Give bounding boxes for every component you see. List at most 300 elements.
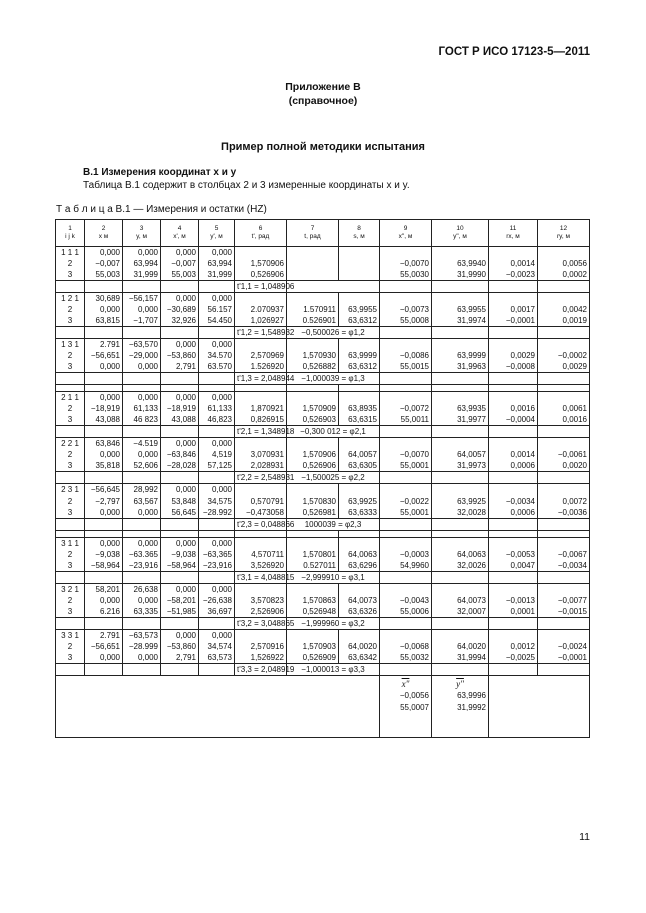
column-header — [432, 220, 489, 247]
table-cell: 3 3 1 — [56, 629, 85, 641]
table-cell: −0,0002 — [538, 350, 590, 361]
table-cell — [161, 472, 199, 484]
table-cell — [235, 247, 287, 259]
table-cell: −58,201 — [161, 595, 199, 606]
table-cell: 63,9955 — [339, 304, 380, 315]
table-cell: −0,0034 — [538, 560, 590, 572]
table-row — [56, 350, 590, 361]
table-cell: −28.999 — [123, 641, 161, 652]
table-cell — [380, 583, 432, 595]
table-cell: 54.450 — [199, 315, 235, 327]
table-cell: 0,000 — [85, 361, 123, 373]
table-cell — [489, 484, 538, 496]
table-cell: 1 3 1 — [56, 339, 85, 351]
column-number: 3 — [139, 225, 144, 232]
table-cell: 0,0061 — [538, 403, 590, 414]
table-cell: 63,6312 — [339, 315, 380, 327]
table-cell — [123, 617, 161, 629]
column-label: rx, м — [506, 233, 520, 240]
table-cell: 3 — [56, 269, 85, 281]
column-number: 6 — [258, 225, 263, 232]
table-cell: 64,0073 — [339, 595, 380, 606]
table-cell — [161, 385, 199, 392]
table-cell: 0,526909 — [287, 652, 339, 664]
table-cell — [85, 663, 123, 675]
table-row — [56, 247, 590, 259]
table-cell — [432, 293, 489, 305]
table-cell — [538, 392, 590, 404]
table-cell: 0,000 — [199, 392, 235, 404]
table-cell: t'1,3 = 2,048944 — [235, 373, 287, 385]
table-cell — [432, 583, 489, 595]
table-cell — [56, 281, 85, 293]
table-cell: 63,8935 — [339, 403, 380, 414]
table-cell: 53,848 — [161, 495, 199, 506]
table-cell — [161, 571, 199, 583]
table-cell: 2 — [56, 403, 85, 414]
table-cell — [489, 247, 538, 259]
table-cell: 34.570 — [199, 350, 235, 361]
table-cell — [199, 663, 235, 675]
table-cell: 56.157 — [199, 304, 235, 315]
table-cell: 0,0001 — [489, 606, 538, 618]
table-cell: 26,638 — [123, 583, 161, 595]
table-cell: −51,985 — [161, 606, 199, 618]
table-row — [56, 606, 590, 618]
table-cell — [287, 339, 339, 351]
table-cell: 3,570823 — [235, 595, 287, 606]
table-cell — [339, 484, 380, 496]
table-cell: −0,0022 — [380, 495, 432, 506]
table-cell — [123, 530, 161, 537]
table-cell — [538, 617, 590, 629]
column-label: x м — [98, 233, 109, 240]
column-label: t, рад — [304, 233, 321, 240]
table-cell: 2 — [56, 449, 85, 460]
table-cell — [161, 663, 199, 675]
table-cell: 63,6315 — [339, 414, 380, 426]
table-cell: 64,0057 — [339, 449, 380, 460]
table-cell: 0,000 — [199, 537, 235, 549]
table-row — [56, 583, 590, 595]
table-cell: 0,0029 — [489, 350, 538, 361]
table-cell — [287, 269, 339, 281]
table-cell: 0,0012 — [489, 641, 538, 652]
table-cell: 3,070931 — [235, 449, 287, 460]
table-cell: 64,0057 — [432, 449, 489, 460]
table-cell — [339, 258, 380, 269]
table-cell: 2,791 — [161, 652, 199, 664]
table-cell: −0,500026 = φ1,2 — [287, 327, 380, 339]
table-cell — [339, 392, 380, 404]
mean-symbol: x" — [401, 678, 410, 689]
column-label: y, м — [136, 233, 147, 240]
table-cell: −63,570 — [123, 339, 161, 351]
table-header — [56, 220, 590, 247]
table-cell: 4,519 — [199, 449, 235, 460]
table-cell: 1,570830 — [287, 495, 339, 506]
table-cell — [432, 247, 489, 259]
table-cell: 43,088 — [85, 414, 123, 426]
table-cell: 0,000 — [199, 339, 235, 351]
table-cell — [56, 530, 85, 537]
table-cell: 31,9994 — [432, 652, 489, 664]
table-cell: t'2,1 = 1,348918 — [235, 426, 287, 438]
table-cell: 63,573 — [199, 652, 235, 664]
table-cell: 0,000 — [85, 247, 123, 259]
table-cell: 55,0032 — [380, 652, 432, 664]
table-cell — [489, 571, 538, 583]
table-cell: 1,570801 — [287, 549, 339, 560]
table-cell: 64,0063 — [339, 549, 380, 560]
table-cell: −0,0068 — [380, 641, 432, 652]
mean-value: 63,9996 — [457, 690, 486, 700]
table-cell: −0,0067 — [538, 549, 590, 560]
column-number: 7 — [310, 225, 315, 232]
table-cell — [489, 583, 538, 595]
table-cell: 63,994 — [199, 258, 235, 269]
table-cell: 63,6326 — [339, 606, 380, 618]
table-cell: 0,526906 — [235, 269, 287, 281]
table-cell — [56, 675, 380, 737]
table-row — [56, 392, 590, 404]
table-cell — [380, 293, 432, 305]
table-cell — [56, 426, 85, 438]
table-cell: 0,000 — [161, 537, 199, 549]
table-cell: 0,000 — [123, 361, 161, 373]
table-cell: −1,000013 = φ3,3 — [287, 663, 380, 675]
table-cell: 31,999 — [123, 269, 161, 281]
table-cell: 2 — [56, 549, 85, 560]
table-cell: 32,926 — [161, 315, 199, 327]
table-cell: 2 2 1 — [56, 438, 85, 450]
table-cell — [123, 518, 161, 530]
table-cell — [380, 247, 432, 259]
table-cell — [489, 392, 538, 404]
table-cell: 2,791 — [161, 361, 199, 373]
table-cell — [432, 472, 489, 484]
table-cell — [287, 583, 339, 595]
table-cell — [56, 518, 85, 530]
table-cell: −18,919 — [161, 403, 199, 414]
table-cell: −0,0025 — [489, 652, 538, 664]
table-cell — [489, 537, 538, 549]
table-cell: −30,689 — [161, 304, 199, 315]
table-cell — [380, 530, 432, 537]
table-cell — [235, 293, 287, 305]
table-cell — [287, 293, 339, 305]
table-cell — [235, 385, 287, 392]
table-cell: 0,0029 — [538, 361, 590, 373]
table-cell — [85, 617, 123, 629]
table-cell: 32,0028 — [432, 507, 489, 519]
table-cell: −2,999910 = φ3,1 — [287, 571, 380, 583]
table-cell — [432, 426, 489, 438]
table-cell: 64,0020 — [339, 641, 380, 652]
column-label: y', м — [210, 233, 223, 240]
table-cell: 0,526948 — [287, 606, 339, 618]
table-cell: −0,007 — [85, 258, 123, 269]
table-cell: −63,365 — [199, 549, 235, 560]
table-cell: 0,000 — [161, 438, 199, 450]
table-cell: 0.527011 — [287, 560, 339, 572]
table-cell — [235, 629, 287, 641]
table-cell: 0,0006 — [489, 460, 538, 472]
table-cell: −0,0053 — [489, 549, 538, 560]
table-cell: 55,0001 — [380, 507, 432, 519]
table-cell: 0,0006 — [489, 507, 538, 519]
table-cell: 1,870921 — [235, 403, 287, 414]
column-header — [85, 220, 123, 247]
table-cell — [199, 426, 235, 438]
table-cell: −63.365 — [123, 549, 161, 560]
column-number: 12 — [559, 225, 568, 232]
table-cell — [538, 373, 590, 385]
table-cell: 31,9963 — [432, 361, 489, 373]
table-cell — [123, 663, 161, 675]
table-cell: −56,157 — [123, 293, 161, 305]
table-cell: 3 1 1 — [56, 537, 85, 549]
table-cell — [85, 385, 123, 392]
table-cell: 63,6333 — [339, 507, 380, 519]
table-cell — [432, 327, 489, 339]
table-cell — [287, 392, 339, 404]
table-row — [56, 361, 590, 373]
table-cell — [85, 373, 123, 385]
table-cell: 52,606 — [123, 460, 161, 472]
table-cell: 0,0019 — [538, 315, 590, 327]
summary-row — [56, 426, 590, 438]
table-cell — [161, 426, 199, 438]
table-cell: 1,570903 — [287, 641, 339, 652]
table-cell — [489, 281, 538, 293]
table-cell — [339, 247, 380, 259]
table-cell: 2.791 — [85, 629, 123, 641]
table-cell: 0,000 — [123, 304, 161, 315]
table-cell — [538, 571, 590, 583]
table-cell: −0,0023 — [489, 269, 538, 281]
table-cell — [489, 675, 590, 737]
table-cell — [199, 327, 235, 339]
subsection-text: Таблица В.1 содержит в столбцах 2 и 3 измеренные координаты x и y. — [83, 180, 410, 191]
table-cell — [339, 583, 380, 595]
mean-value: 31,9992 — [457, 702, 486, 712]
column-label: i j k — [65, 233, 75, 240]
table-cell — [432, 617, 489, 629]
table-cell: t'1,2 = 1,548932 — [235, 327, 287, 339]
table-cell: 63,6312 — [339, 361, 380, 373]
table-cell: −0,0086 — [380, 350, 432, 361]
column-number: 2 — [101, 225, 106, 232]
table-cell — [85, 518, 123, 530]
table-cell: 55,0015 — [380, 361, 432, 373]
table-cell: −0,300 012 = φ2,1 — [287, 426, 380, 438]
table-cell: 0,526981 — [287, 507, 339, 519]
table-cell — [538, 530, 590, 537]
table-cell — [380, 339, 432, 351]
column-header — [380, 220, 432, 247]
table-cell — [85, 472, 123, 484]
table-cell: 3 — [56, 414, 85, 426]
table-cell: 0,000 — [123, 449, 161, 460]
table-row — [56, 629, 590, 641]
table-row — [56, 315, 590, 327]
table-row — [56, 414, 590, 426]
table-cell — [339, 293, 380, 305]
table-cell: 2 — [56, 258, 85, 269]
table-cell — [489, 629, 538, 641]
table-row — [56, 652, 590, 664]
table-cell: 0,000 — [161, 247, 199, 259]
table-cell: 64,0020 — [432, 641, 489, 652]
table-cell: −58,964 — [85, 560, 123, 572]
table-cell — [123, 571, 161, 583]
table-cell — [538, 281, 590, 293]
table-cell — [161, 373, 199, 385]
column-label: y", м — [453, 233, 467, 240]
table-cell: 28,992 — [123, 484, 161, 496]
table-row — [56, 460, 590, 472]
table-cell — [339, 438, 380, 450]
table-cell: t'1,1 = 1,048906 — [235, 281, 287, 293]
table-cell — [339, 385, 380, 392]
table-cell — [235, 537, 287, 549]
table-cell — [380, 373, 432, 385]
table-cell — [287, 258, 339, 269]
table-cell — [432, 571, 489, 583]
table-cell: −0,0013 — [489, 595, 538, 606]
table-cell: 55,0030 — [380, 269, 432, 281]
table-cell — [380, 571, 432, 583]
table-cell — [538, 247, 590, 259]
summary-row — [56, 617, 590, 629]
table-cell: 1,570930 — [287, 350, 339, 361]
table-cell: 0,0016 — [489, 403, 538, 414]
table-cell: 34,575 — [199, 495, 235, 506]
table-cell: 3 2 1 — [56, 583, 85, 595]
table-cell: 2,526906 — [235, 606, 287, 618]
table-cell — [56, 571, 85, 583]
table-cell: 0,000 — [161, 339, 199, 351]
summary-row — [56, 373, 590, 385]
table-cell — [56, 663, 85, 675]
column-label: s, м — [353, 233, 365, 240]
table-cell — [380, 484, 432, 496]
table-cell: 2 — [56, 304, 85, 315]
table-cell — [380, 385, 432, 392]
table-cell: 63,9935 — [432, 403, 489, 414]
table-cell: −23,916 — [123, 560, 161, 572]
table-cell — [432, 537, 489, 549]
table-cell — [489, 663, 538, 675]
table-cell: 46 823 — [123, 414, 161, 426]
table-cell — [123, 281, 161, 293]
table-cell — [287, 385, 339, 392]
table-cell — [380, 617, 432, 629]
table-cell: 0,000 — [161, 293, 199, 305]
table-cell: 61,133 — [199, 403, 235, 414]
column-header — [287, 220, 339, 247]
table-cell: −0,0077 — [538, 595, 590, 606]
table-cell — [489, 472, 538, 484]
table-cell: −0,0043 — [380, 595, 432, 606]
table-row — [56, 641, 590, 652]
table-cell — [339, 269, 380, 281]
table-cell: 55,003 — [85, 269, 123, 281]
table-cell: t'3,2 = 3,048865 — [235, 617, 287, 629]
table-cell: 1000039 = φ2,3 — [287, 518, 380, 530]
table-cell — [538, 518, 590, 530]
table-cell — [489, 293, 538, 305]
table-row — [56, 507, 590, 519]
table-cell: 55,003 — [161, 269, 199, 281]
document-code: ГОСТ Р ИСО 17123-5—2011 — [438, 46, 590, 58]
table-cell: −1,000039 = φ1,3 — [287, 373, 380, 385]
table-cell: 55,0006 — [380, 606, 432, 618]
table-cell — [199, 472, 235, 484]
table-row — [56, 403, 590, 414]
column-number: 5 — [214, 225, 219, 232]
table-cell — [538, 663, 590, 675]
table-cell: 2 3 1 — [56, 484, 85, 496]
table-cell: −0,0003 — [380, 549, 432, 560]
table-row — [56, 339, 590, 351]
table-cell: −0,0004 — [489, 414, 538, 426]
table-cell: 63,6305 — [339, 460, 380, 472]
table-cell: 2.791 — [85, 339, 123, 351]
table-cell: 0,0002 — [538, 269, 590, 281]
mean-row — [56, 675, 590, 737]
table-cell — [339, 530, 380, 537]
table-caption: Т а б л и ц а В.1 — Измерения и остатки (HZ) — [56, 204, 267, 215]
table-cell: −53,860 — [161, 641, 199, 652]
table-cell: 2 — [56, 350, 85, 361]
table-cell: 63,9925 — [432, 495, 489, 506]
table-cell: 0,570791 — [235, 495, 287, 506]
table-cell — [538, 339, 590, 351]
table-cell — [56, 472, 85, 484]
table-cell: 1,570863 — [287, 595, 339, 606]
table-cell: 0,000 — [199, 484, 235, 496]
column-header — [199, 220, 235, 247]
table-cell: 1.526920 — [235, 361, 287, 373]
table-cell: 1,570909 — [287, 403, 339, 414]
table-cell — [161, 530, 199, 537]
table-cell: −23,916 — [199, 560, 235, 572]
table-cell — [538, 484, 590, 496]
table-cell — [380, 426, 432, 438]
mean-value: −0,0056 — [399, 690, 429, 700]
table-cell: 0,000 — [161, 629, 199, 641]
column-header — [489, 220, 538, 247]
column-header — [161, 220, 199, 247]
table-cell: 0,526906 — [287, 460, 339, 472]
table-cell — [538, 293, 590, 305]
table-cell: −0,0001 — [538, 652, 590, 664]
table-cell: −56,651 — [85, 350, 123, 361]
table-cell: 31,9977 — [432, 414, 489, 426]
table-cell: 35,818 — [85, 460, 123, 472]
table-cell: −0,0015 — [538, 606, 590, 618]
table-cell: 1,570906 — [287, 449, 339, 460]
column-label: t', рад — [251, 233, 270, 240]
summary-row — [56, 472, 590, 484]
table-cell: 3 — [56, 315, 85, 327]
table-cell: 0,000 — [85, 449, 123, 460]
table-cell — [538, 629, 590, 641]
table-cell: 34,574 — [199, 641, 235, 652]
section-title: Пример полной методики испытания — [221, 141, 425, 153]
